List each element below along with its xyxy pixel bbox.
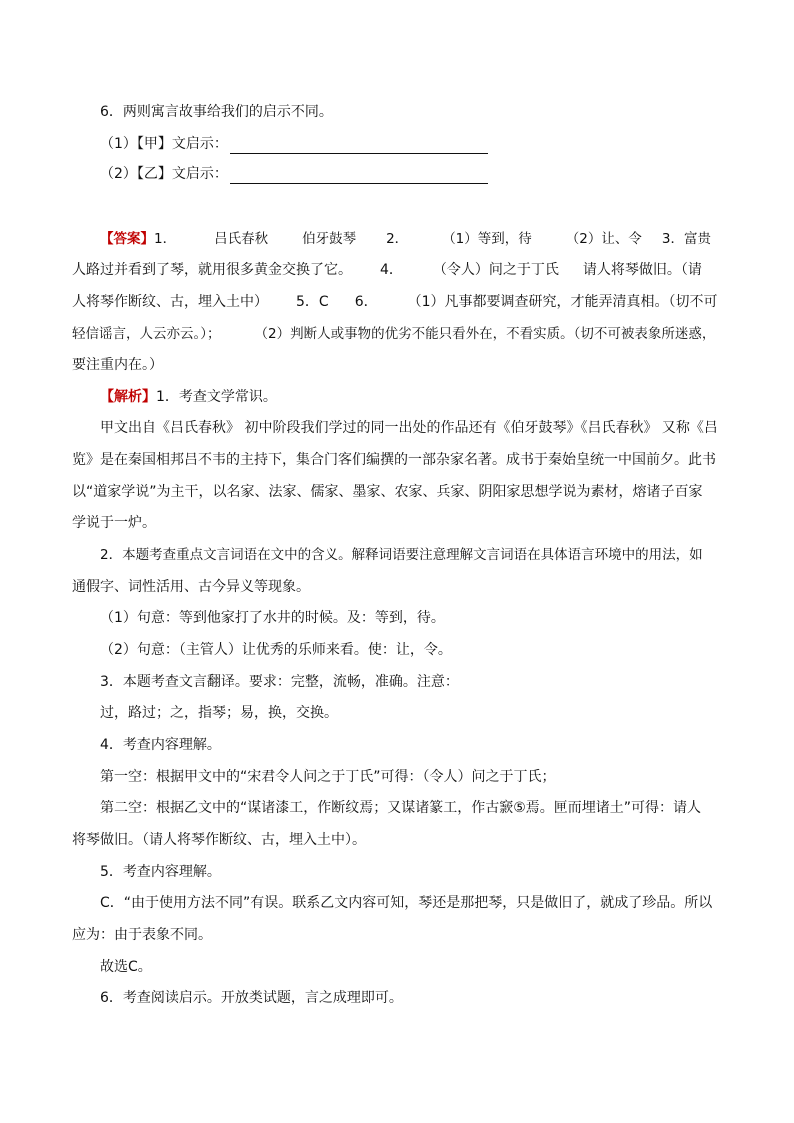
answer-text: （1）凡事都要调查研究，才能弄清真相。（切不可 (407, 294, 718, 310)
analysis-line-11: 过，路过；之，指琴；易，换，交换。 (100, 705, 338, 721)
analysis-line-15: 将琴做旧。（请人将琴作断纹、古，埋入土中）。 (72, 832, 366, 848)
answer-text: （2）判断人或事物的优劣不能只看外在，不看实质。（切不可被表象所迷惑， (254, 326, 716, 342)
answer-text: 4． (380, 262, 403, 278)
answer-line-2 (72, 260, 724, 280)
analysis-line-20: 6．考查阅读启示。开放类试题，言之成理即可。 (100, 990, 403, 1006)
answer-text: 请人将琴做旧。（请 (582, 262, 702, 278)
question-6-title: 6．两则寓言故事给我们的启示不同。 (100, 104, 333, 120)
question-6-item-1 (100, 134, 724, 154)
answer-text: 吕氏春秋 (214, 231, 269, 247)
answer-blank-1[interactable] (230, 139, 488, 154)
answer-line-3 (72, 292, 724, 312)
analysis-line-18: 应为：由于表象不同。 (72, 927, 212, 943)
answer-text: （令人）问之于丁氏 (432, 262, 559, 278)
analysis-line-4: 以“道家学说”为主干，以名家、法家、儒家、墨家、农家、兵家、阴阳家思想学说为素材，熔诸子百家 (72, 484, 703, 500)
answer-text: 2． (386, 231, 409, 247)
analysis-line-14: 第二空：根据乙文中的“谋诸漆工，作断纹焉；又谋诸篆工，作古窾⑤焉。匣而埋诸土”可得：请人 (100, 800, 702, 816)
answer-text: （1）等到，待 (442, 231, 532, 247)
analysis-line-17: C．“由于使用方法不同”有误。联系乙文内容可知，琴还是那把琴，只是做旧了，就成了珍品。所以 (100, 895, 713, 911)
item-1-label: （1）【甲】文启示： (100, 136, 228, 152)
answer-text: 人路过并看到了琴，就用很多黄金交换了它。 (72, 262, 352, 278)
analysis-line-8: （1）句意：等到他家打了水井的时候。及：等到，待。 (100, 610, 445, 626)
analysis-line-16: 5．考查内容理解。 (100, 864, 221, 880)
answer-text: 伯牙鼓琴 (302, 231, 357, 247)
answer-blank-2[interactable] (230, 169, 488, 184)
answer-text: 人将琴作断纹、古，埋入土中） (72, 294, 268, 310)
analysis-line-2: 甲文出自《吕氏春秋》 初中阶段我们学过的同一出处的作品还有《伯牙鼓琴》《吕氏春秋》 又称《吕 (100, 420, 718, 436)
analysis-line-12: 4．考查内容理解。 (100, 737, 221, 753)
question-6-item-2 (100, 164, 724, 184)
answer-text: 5．C (296, 294, 329, 310)
analysis-tag: 【解析】 (100, 389, 156, 405)
answer-text: 轻信谣言，人云亦云。）； (72, 326, 221, 342)
item-2-label: （2）【乙】文启示： (100, 166, 228, 182)
answer-text: 1． (154, 231, 177, 247)
answer-text: 6． (354, 294, 378, 310)
analysis-line-10: 3．本题考查文言翻译。要求：完整，流畅，准确。注意： (100, 674, 459, 690)
answer-line-5: 要注重内在。） (72, 357, 163, 373)
answer-line-4 (72, 324, 724, 344)
analysis-line-9: （2）句意：（主管人）让优秀的乐师来看。使：让，令。 (100, 642, 452, 658)
answer-text: （2）让、令 (565, 231, 642, 247)
answer-tag: 【答案】 (100, 231, 154, 247)
analysis-line-5: 学说于一炉。 (72, 515, 156, 531)
analysis-line-6: 2．本题考查重点文言词语在文中的含义。解释词语要注意理解文言词语在具体语言环境中的用法，如 (100, 547, 703, 563)
analysis-line-1 (100, 387, 724, 407)
answer-line-1 (100, 229, 724, 249)
analysis-text: 1．考查文学常识。 (156, 389, 277, 405)
answer-text: 3．富贵 (661, 231, 711, 247)
analysis-line-3: 览》是在秦国相邦吕不韦的主持下，集合门客们编撰的一部杂家名著。成书于秦始皇统一中国前夕。此书 (72, 452, 716, 468)
analysis-line-13: 第一空：根据甲文中的“宋君令人问之于丁氏”可得：（令人）问之于丁氏； (100, 769, 556, 785)
analysis-line-19: 故选C。 (100, 959, 152, 975)
analysis-line-7: 通假字、词性活用、古今异义等现象。 (72, 579, 310, 595)
